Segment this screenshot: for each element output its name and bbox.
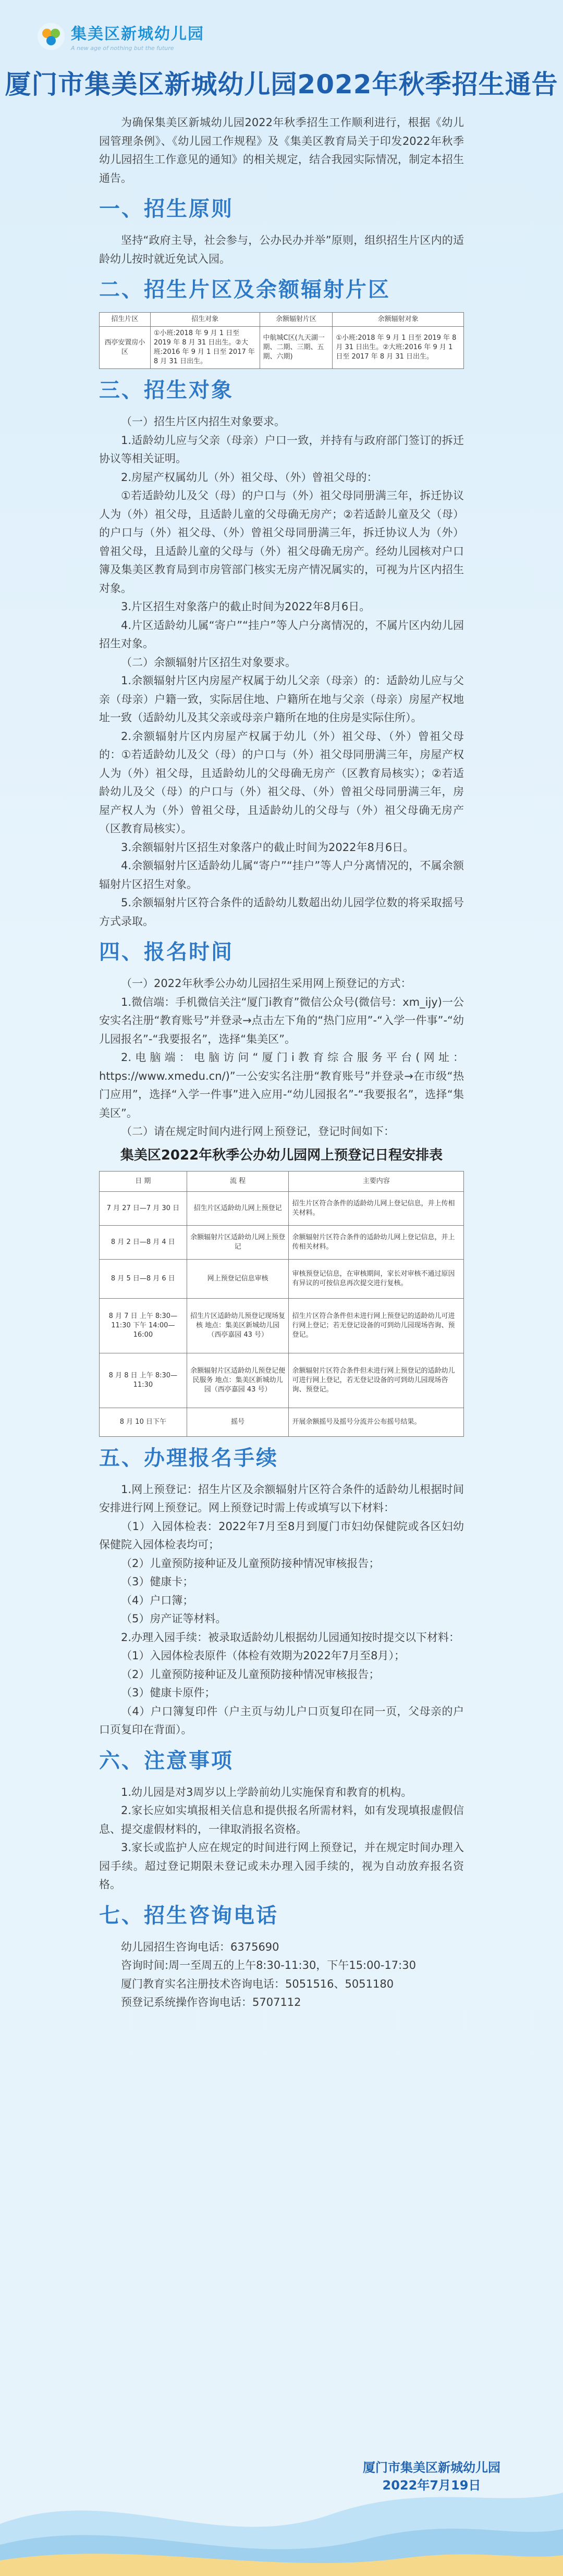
table-row bbox=[100, 1225, 464, 1259]
table-header-cell: 余额辐射片区 bbox=[260, 313, 333, 327]
section-5-paragraph: （3）健康卡原件； bbox=[121, 1686, 216, 1699]
section-1-heading: 一、招生原则 bbox=[99, 197, 234, 221]
section-3-paragraph: 2.房屋产权属幼儿（外）祖父母、（外）曾祖父母的： bbox=[121, 471, 378, 484]
table-cell: 7 月 27 日—7 月 30 日 bbox=[100, 1191, 187, 1225]
section-6-paragraph: 3.家长或监护人应在规定的时间进行网上预登记，并在规定时间办理入园手续。超过登记期限未登记或未办理入园手续的，视为自动放弃报名资格。 bbox=[99, 1841, 464, 1891]
section-3-paragraph: 2.余额辐射片区内房屋产权属于幼儿（外）祖父母、（外）曾祖父母的：①若适龄幼儿及父（母）的户口与（外）祖父母同册满三年，房屋产权人为（外）祖父母，且适龄幼儿的父母确无房产（区教育局核实）；②若适龄幼儿及父（母）的户口与（外）祖父母、（外）曾祖父母同册满三年，房屋产权人为（外）曾祖父母，且适龄幼儿的父母与（外）祖父母确无房产（区教育局核实）。 bbox=[99, 730, 464, 835]
page-title: 厦门市集美区新城幼儿园2022年秋季招生通告 bbox=[5, 69, 558, 100]
section-7-heading: 七、招生咨询电话 bbox=[99, 1903, 278, 1928]
table-row bbox=[100, 1191, 464, 1225]
section-3-paragraph: 5.余额辐射片区符合条件的适龄幼儿数超出幼儿园学位数的将采取摇号方式录取。 bbox=[99, 896, 464, 928]
table-cell: 开展余额摇号及摇号分流并公布摇号结果。 bbox=[289, 1408, 464, 1436]
section-5-paragraph: （2）儿童预防接种证及儿童预防接种情况审核报告； bbox=[121, 1668, 380, 1681]
section-5-paragraph: （4）户口簿； bbox=[121, 1594, 194, 1607]
signature-date: 2022年7月19日 bbox=[382, 2478, 481, 2493]
section-3-body bbox=[99, 413, 464, 931]
contact-line: 预登记系统操作咨询电话：5707112 bbox=[121, 1996, 301, 2008]
section-4-paragraph: 1.微信端：手机微信关注“厦门i教育”微信公众号(微信号：xm_ijy)一公安实名注册“教育账号”并登录→点击左下角的“热门应用”-“入学一件事”-“幼儿园报名”-“我要报名”，选择“集美区”。 bbox=[99, 995, 464, 1045]
table-cell: 审核预登记信息，在审核期间，家长对审核不通过原因有异议的可按信息再次提交进行复核。 bbox=[289, 1259, 464, 1298]
table-row bbox=[100, 1408, 464, 1436]
section-6-paragraph: 1.幼儿园是对3周岁以上学龄前幼儿实施保育和教育的机构。 bbox=[121, 1785, 412, 1798]
section-5-paragraph: （5）房产证等材料。 bbox=[121, 1612, 227, 1625]
section-3-paragraph: 4.余额辐射片区适龄幼儿属“寄户”“挂户”等人户分离情况的，不属余额辐射片区招生对象。 bbox=[99, 859, 464, 891]
section-5-paragraph: （2）儿童预防接种证及儿童预防接种情况审核报告； bbox=[121, 1557, 380, 1570]
table-row bbox=[100, 1259, 464, 1298]
decorative-wave-icon bbox=[0, 2451, 563, 2576]
section-4-paragraph: 2.电脑端：电脑访问“厦门i教育综合服务平台(网址：https://www.xmedu.cn/)”一公安实名注册“教育账号”并登录→在市级“热门应用”，选择“入学一件事”进入应用-“幼儿园报名”-“我要报名”，选择“集美区”。 bbox=[99, 1051, 464, 1119]
section-1-text: 坚持“政府主导，社会参与，公办民办并举”原则，组织招生片区内的适龄幼儿按时就近免试入园。 bbox=[99, 234, 464, 265]
table-header-cell: 日 期 bbox=[100, 1171, 187, 1191]
table-header-row bbox=[100, 313, 464, 327]
table-row bbox=[100, 1353, 464, 1408]
section-5-paragraph: （4）户口簿复印件（户主页与幼儿户口页复印在同一页，父母亲的户口页复印在背面）。 bbox=[99, 1705, 464, 1736]
table-cell: 余额辐射片区适龄幼儿网上预登记 bbox=[187, 1225, 289, 1259]
schedule-table-title: 集美区2022年秋季公办幼儿园网上预登记日程安排表 bbox=[120, 1147, 443, 1163]
section-3-paragraph: 1.适龄幼儿应与父亲（母亲）户口一致，并持有与政府部门签订的拆迁协议等相关证明。 bbox=[99, 434, 464, 465]
table-cell: 余额辐射片区适龄幼儿预登记便民服务 地点：集美区新城幼儿园（西亭嘉园 43 号） bbox=[187, 1353, 289, 1408]
table-cell: ①小班:2018 年 9 月 1 日至 2019 年 8 月 31 日出生。②大班:2016 年 9 月 1 日至 2017 年 8 月 31 日出生。 bbox=[333, 327, 464, 369]
table-cell: 中航城C区(九天湖一期、二期、三期、五期、六期) bbox=[260, 327, 333, 369]
table-cell: 招生片区符合条件但未进行网上预登记的适龄幼儿可进行网上登记；若无登记设备的可到幼儿园现场咨询、预登记。 bbox=[289, 1298, 464, 1353]
table-cell: 余额辐射片区符合条件但未进行网上预登记的适龄幼儿可进行网上登记，若无登记设备的可到幼儿园现场咨询、预登记。 bbox=[289, 1353, 464, 1408]
section-5-heading: 五、办理报名手续 bbox=[99, 1446, 278, 1470]
section-3-paragraph: 1.余额辐射片区内房屋产权属于幼儿父亲（母亲）的：适龄幼儿应与父亲（母亲）户籍一致，实际居住地、户籍所在地与父亲（母亲）房屋产权地址一致（适龄幼儿及其父亲或母亲户籍所在地的住房是实际住所）。 bbox=[99, 674, 464, 724]
table-header-cell: 余额辐射对象 bbox=[333, 313, 464, 327]
section-3-paragraph: （二）余额辐射片区招生对象要求。 bbox=[121, 656, 296, 669]
table-cell: 8 月 7 日 上午 8:30—11:30 下午 14:00—16:00 bbox=[100, 1298, 187, 1353]
table-cell: 8 月 8 日 上午 8:30—11:30 bbox=[100, 1353, 187, 1408]
table-header-cell: 招生片区 bbox=[100, 313, 151, 327]
table-cell: 8 月 2 日—8 月 4 日 bbox=[100, 1225, 187, 1259]
table-cell: 招生片区适龄幼儿网上预登记 bbox=[187, 1191, 289, 1225]
table-cell: 8 月 10 日下午 bbox=[100, 1408, 187, 1436]
signature-org: 厦门市集美区新城幼儿园 bbox=[363, 2460, 500, 2475]
logo-slogan: A new age of nothing but the future bbox=[71, 45, 174, 52]
schedule-table bbox=[99, 1171, 464, 1437]
table-cell: 招生片区适龄幼儿预登记现场复核 地点：集美区新城幼儿园（西亭嘉园 43 号） bbox=[187, 1298, 289, 1353]
notice-body bbox=[99, 114, 464, 2012]
table-cell: 网上预登记信息审核 bbox=[187, 1259, 289, 1298]
table-cell: 8 月 5 日—8 月 6 日 bbox=[100, 1259, 187, 1298]
section-3-heading: 三、招生对象 bbox=[99, 378, 234, 402]
section-2-heading: 二、招生片区及余额辐射片区 bbox=[99, 278, 390, 302]
table-row bbox=[100, 1298, 464, 1353]
section-5-paragraph: 2.办理入园手续：被录取适龄幼儿根据幼儿园通知按时提交以下材料： bbox=[121, 1631, 460, 1644]
section-5-paragraph: （3）健康卡； bbox=[121, 1575, 194, 1588]
table-header-cell: 流 程 bbox=[187, 1171, 289, 1191]
table-header-cell: 主要内容 bbox=[289, 1171, 464, 1191]
section-3-paragraph: 4.片区适龄幼儿属“寄户”“挂户”等人户分离情况的，不属片区内幼儿园招生对象。 bbox=[99, 619, 464, 650]
table-header-cell: 招生对象 bbox=[150, 313, 260, 327]
section-4-paragraph: （二）请在规定时间内进行网上预登记，登记时间如下： bbox=[121, 1125, 395, 1138]
table-row bbox=[100, 327, 464, 369]
table-cell: ①小班:2018 年 9 月 1 日至 2019 年 8 月 31 日出生。②大班:2016 年 9 月 1 日至 2017 年 8 月 31 日出生。 bbox=[150, 327, 260, 369]
table-cell: 余额辐射片区符合条件的适龄幼儿网上登记信息，并上传相关材料。 bbox=[289, 1225, 464, 1259]
enrollment-area-table bbox=[99, 312, 464, 369]
section-3-paragraph: 3.余额辐射片区招生对象落户的截止时间为2022年8月6日。 bbox=[121, 841, 414, 854]
contact-line: 幼儿园招生咨询电话：6375690 bbox=[121, 1940, 279, 1953]
contact-line: 咨询时间:周一至周五的上午8:30-11:30，下午15:00-17:30 bbox=[121, 1959, 416, 1971]
section-6-heading: 六、注意事项 bbox=[99, 1748, 234, 1773]
section-5-paragraph: （1）入园体检表：2022年7月至8月到厦门市妇幼保健院或各区妇幼保健院入园体检表均可； bbox=[99, 1520, 464, 1551]
logo-name: 集美区新城幼儿园 bbox=[71, 25, 204, 43]
section-4-paragraph: （一）2022年秋季公办幼儿园招生采用网上预登记的方式： bbox=[121, 977, 412, 990]
intro-text: 为确保集美区新城幼儿园2022年秋季招生工作顺利进行，根据《幼儿园管理条例》、《幼儿园工作规程》及《集美区教育局关于印发2022年秋季幼儿园招生工作意见的通知》的相关规定，结合我园实际情况，制定本招生通告。 bbox=[99, 116, 464, 184]
table-cell: 摇号 bbox=[187, 1408, 289, 1436]
section-4-body bbox=[99, 975, 464, 1141]
contact-line: 厦门教育实名注册技术咨询电话：5051516、5051180 bbox=[121, 1977, 394, 1990]
logo-icon bbox=[36, 22, 66, 51]
section-3-paragraph: ①若适龄幼儿及父（母）的户口与（外）祖父母同册满三年，拆迁协议人为（外）祖父母，且适龄儿童的父母确无房产；②若适龄儿童及父（母）的户口与（外）祖父母、（外）曾祖父母同册满三年，拆迁协议人为（外）曾祖父母，且适龄儿童的父母与（外）祖父母确无房产。经幼儿园核对户口簿及集美区教育局到市房管部门核实无房产情况属实的，可视为片区内招生对象。 bbox=[99, 489, 464, 595]
section-5-paragraph: 1.网上预登记：招生片区及余额辐射片区符合条件的适龄幼儿根据时间安排进行网上预登记。网上预登记时需上传或填写以下材料： bbox=[99, 1483, 464, 1514]
kindergarten-logo bbox=[36, 21, 204, 52]
section-5-body bbox=[99, 1481, 464, 1740]
section-4-heading: 四、报名时间 bbox=[99, 940, 234, 964]
table-cell: 招生片区符合条件的适龄幼儿网上登记信息，并上传相关材料。 bbox=[289, 1191, 464, 1225]
section-3-paragraph: （一）招生片区内招生对象要求。 bbox=[121, 415, 285, 428]
section-5-paragraph: （1）入园体检表原件（体检有效期为2022年7月至8月）； bbox=[121, 1649, 406, 1662]
section-6-body bbox=[99, 1783, 464, 1894]
section-7-body bbox=[99, 1938, 464, 2012]
table-cell: 西亭安置房小区 bbox=[100, 327, 151, 369]
section-6-paragraph: 2.家长应如实填报相关信息和提供报名所需材料，如有发现填报虚假信息、提交虚假材料的，一律取消报名资格。 bbox=[99, 1804, 464, 1835]
table-header-row bbox=[100, 1171, 464, 1191]
section-3-paragraph: 3.片区招生对象落户的截止时间为2022年8月6日。 bbox=[121, 600, 371, 613]
